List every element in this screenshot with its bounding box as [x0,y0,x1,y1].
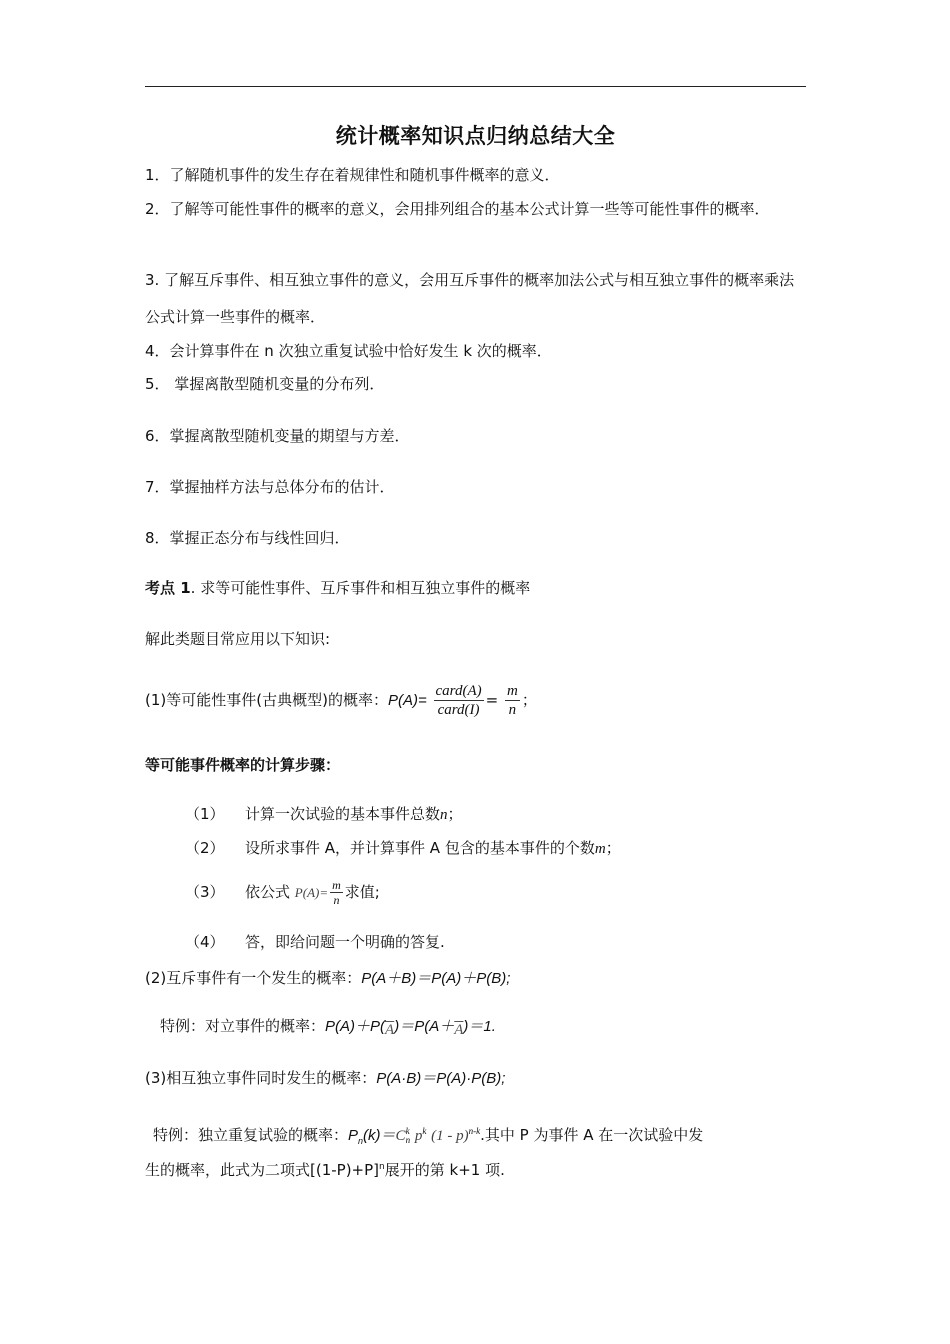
step-end: ； [447,805,463,823]
formula-3-expr: P(A·B)＝P(A)·P(B); [376,1070,506,1087]
kaodian-heading [145,578,530,598]
header-rule [145,86,806,87]
step-number: （2） [185,839,225,857]
step-end: 求值; [344,883,380,901]
special-2-p: P [348,1127,359,1144]
step-2 [185,838,621,859]
fraction-numerator: m [506,683,518,699]
special-2-p-term: p [414,1128,423,1144]
step-fraction [330,878,343,907]
special-2-line-2-a: 生的概率，此式为二项式[(1-P)+P] [145,1161,380,1179]
special-2-c: C [395,1128,406,1144]
step-number: （3） [185,883,225,901]
special-2-p-sup: k [422,1126,427,1136]
special-2-pk: (k)＝ [363,1127,396,1144]
objective-3: 3. 了解互斥事件、相互独立事件的意义，会用互斥事件的概率加法公式与相互独立事件的概率乘法公式计算一些事件的概率． [145,271,795,326]
special-2-line-1 [153,1121,703,1151]
formula-1-fraction-card [434,682,484,719]
formula-2-expr: P(A＋B)＝P(A)＋P(B); [361,970,511,987]
special-2-line-2-sup: n [379,1162,385,1172]
page-title: 统计概率知识点归纳总结大全 [335,124,616,148]
step-variable: m [594,841,606,857]
step-3 [185,874,380,911]
special-2-line-2 [145,1157,505,1180]
special-2-p-sub: n [358,1136,364,1146]
step-end: ； [605,839,621,857]
special-2-mid-sup: n-k [468,1126,481,1136]
objective-5: 5． 掌握离散型随机变量的分布列． [145,375,385,393]
special-2-tail: .其中 P 为事件 A 在一次试验中发 [480,1126,704,1144]
kaodian-text: . 求等可能性事件、互斥事件和相互独立事件的概率 [190,579,531,597]
objective-4: 4．会计算事件在 n 次独立重复试验中恰好发生 k 次的概率． [145,342,552,360]
special-2-line-2-b: 展开的第 k+1 项. [384,1161,505,1179]
intro-text: 解此类题目常应用以下知识: [145,630,331,648]
formula-1 [145,680,537,721]
special-2-prefix: 特例：独立重复试验的概率： [153,1126,349,1144]
special-1-prefix: 特例：对立事件的概率： [160,1017,326,1035]
c-subscript: n [405,1134,411,1145]
formula-1-suffix: ； [521,691,537,709]
step-text: 设所求事件 A，并计算事件 A 包含的基本事件的个数 [245,839,595,857]
step-formula-lhs: P(A)= [294,885,329,900]
fraction-denominator: card(I) [437,702,480,718]
objective-1: 1．了解随机事件的发生存在着规律性和随机事件概率的意义． [145,166,560,184]
special-1-part-2: )＝P(A＋ [394,1018,455,1035]
formula-3-prefix: (3)相互独立事件同时发生的概率： [145,1069,377,1087]
special-1 [160,1016,496,1037]
fraction-denominator: n [508,702,517,718]
fraction-numerator: card(A) [435,683,482,699]
formula-3 [145,1068,505,1089]
special-2-c-scripts [406,1127,411,1145]
formula-2 [145,968,510,989]
step-1 [185,804,463,825]
fraction-denominator: n [333,893,340,907]
a-bar-symbol: $\overline{A}$ [385,1022,395,1038]
formula-1-equals: = [485,691,499,709]
fraction-numerator: m [332,878,341,892]
step-number: （1） [185,805,225,823]
step-variable: n [440,807,448,823]
special-1-part-3: )＝1. [463,1018,496,1035]
objective-2: 2．了解等可能性事件的概率的意义，会用排列组合的基本公式计算一些等可能性事件的概率． [145,200,770,218]
formula-1-fraction-mn [505,682,520,719]
step-text: 依公式 [245,883,291,901]
special-2-mid: (1 - p) [431,1128,469,1144]
step-number: （4） [185,933,225,951]
kaodian-label: 考点 1 [145,579,191,597]
special-1-part-1: P(A)＋P( [325,1018,386,1035]
step-text: 计算一次试验的基本事件总数 [245,805,441,823]
formula-1-prefix: (1)等可能性事件(古典概型)的概率： [145,691,388,709]
steps-heading: 等可能事件概率的计算步骤： [145,756,341,774]
objective-8: 8．掌握正态分布与线性回归． [145,529,350,547]
objective-6: 6．掌握离散型随机变量的期望与方差． [145,427,410,445]
a-bar-symbol: $\overline{A}$ [454,1022,464,1038]
formula-1-lhs: P(A)= [387,692,427,709]
step-text: 答，即给问题一个明确的答复. [245,933,445,951]
formula-2-prefix: (2)互斥事件有一个发生的概率： [145,969,362,987]
c-superscript: k [405,1125,410,1136]
step-4 [185,932,445,952]
objective-7: 7．掌握抽样方法与总体分布的估计． [145,478,395,496]
